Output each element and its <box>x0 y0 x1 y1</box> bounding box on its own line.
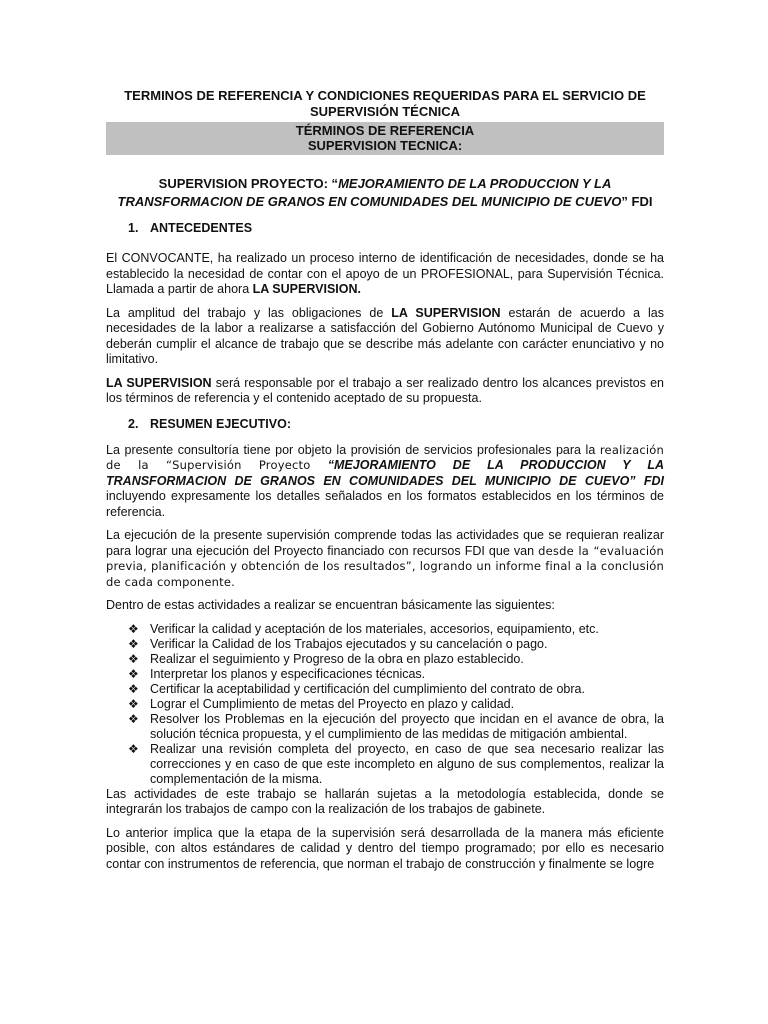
section-number: 1. <box>128 221 139 235</box>
terms-header-line1: TÉRMINOS DE REFERENCIA <box>295 123 475 138</box>
diamond-bullet-icon: ❖ <box>128 696 139 711</box>
paragraph-convocante <box>106 251 664 298</box>
list-item <box>128 637 664 652</box>
diamond-bullet-icon: ❖ <box>128 621 139 636</box>
paragraph-ejecucion <box>106 528 664 590</box>
diamond-bullet-icon: ❖ <box>128 636 139 651</box>
list-item-text: Interpretar los planos y especificaciones técnicas. <box>150 666 426 681</box>
paragraph-text: realización de la “Supervisión Proyecto <box>106 442 664 472</box>
list-item-text: Lograr el Cumplimiento de metas del Proyecto en plazo y calidad. <box>150 696 515 711</box>
diamond-bullet-icon: ❖ <box>128 711 139 726</box>
paragraph-amplitud <box>106 306 664 368</box>
list-item <box>128 742 664 787</box>
paragraph-text: Lo anterior implica que la etapa de la supervisión será desarrollada de la manera más eficiente posible, con altos estándares de calidad y dentro del tiempo programado; por ello es necesario contar con instrumentos de referencia, que norman el trabajo de construcción y finalmente se logre <box>106 825 664 871</box>
bold-italic-text: “MEJORAMIENTO DE LA PRODUCCION Y LA TRANSFORMACION DE GRANOS EN COMUNIDADES DEL MUNICIPIO DE CUEVO” FDI <box>106 458 664 488</box>
diamond-bullet-icon: ❖ <box>128 681 139 696</box>
list-item-text: Verificar la calidad y aceptación de los materiales, accesorios, equipamiento, etc. <box>150 621 599 636</box>
terms-header-line2: SUPERVISION TECNICA: <box>307 138 463 153</box>
paragraph-actividades-intro <box>106 598 664 614</box>
paragraph-responsable <box>106 376 664 407</box>
list-item-text: Certificar la aceptabilidad y certificación del cumplimiento del contrato de obra. <box>150 681 585 696</box>
diamond-bullet-icon: ❖ <box>128 651 139 666</box>
paragraph-metodologia <box>106 787 664 818</box>
bold-text: LA SUPERVISION <box>106 375 212 390</box>
list-item <box>128 697 664 712</box>
paragraph-text: La ejecución de la presente supervisión comprende todas las actividades que se requieran realizar para lograr una ejecución del Proyecto financiado con recursos FDI que van <box>106 528 664 558</box>
list-item-text: Realizar una revisión completa del proyecto, en caso de que sea necesario realizar las correcciones y en caso de que este incompleto en alguno de sus complementos, realizar la complementación de la misma. <box>150 741 664 786</box>
list-item <box>128 712 664 742</box>
list-item <box>128 622 664 637</box>
activities-list <box>106 622 664 787</box>
terms-header-box <box>106 122 664 155</box>
list-item-text: Verificar la Calidad de los Trabajos ejecutados y su cancelación o pago. <box>150 636 548 651</box>
list-item <box>128 667 664 682</box>
diamond-bullet-icon: ❖ <box>128 666 139 681</box>
project-name: MEJORAMIENTO DE LA PRODUCCION Y LA TRANSFORMACION DE GRANOS EN COMUNIDADES DEL MUNICIPIO DE CUEVO <box>117 176 622 209</box>
paragraph-objeto <box>106 443 664 521</box>
section-resumen <box>128 417 664 431</box>
paragraph-text: La presente consultoría tiene por objeto la provisión de servicios profesionales para la <box>106 442 600 457</box>
list-item-text: Realizar el seguimiento y Progreso de la obra en plazo establecido. <box>150 651 524 666</box>
section-antecedentes <box>128 221 664 235</box>
paragraph-text: será responsable por el trabajo a ser realizado dentro los alcances previstos en los términos de referencia y el contenido aceptado de su propuesta. <box>106 375 664 405</box>
bold-text: LA SUPERVISION <box>391 305 501 320</box>
paragraph-etapa <box>106 826 664 873</box>
list-item <box>128 652 664 667</box>
document-title: TERMINOS DE REFERENCIA Y CONDICIONES REQUERIDAS PARA EL SERVICIO DE SUPERVISIÓN TÉCNICA <box>124 88 646 119</box>
section-title: RESUMEN EJECUTIVO: <box>150 416 291 431</box>
project-title <box>106 175 664 211</box>
paragraph-text: Las actividades de este trabajo se hallarán sujetas a la metodología establecida, donde se integrarán los trabajos de campo con la realización de los trabajos de gabinete. <box>106 786 664 816</box>
project-prefix: SUPERVISION PROYECTO: “ <box>158 176 339 191</box>
paragraph-text: desde la “evaluación previa, planificación y obtención de los resultados”, logrando un informe final a la conclusión de cada componente. <box>106 543 664 589</box>
paragraph-text: La amplitud del trabajo y las obligaciones de <box>106 305 392 320</box>
project-suffix: ” FDI <box>621 194 653 209</box>
paragraph-text: El CONVOCANTE, ha realizado un proceso interno de identificación de necesidades, donde se ha establecido la necesidad de contar con el apoyo de un PROFESIONAL, para Supervisión Técnica. Llamada a partir de ahora <box>106 251 664 296</box>
diamond-bullet-icon: ❖ <box>128 741 139 756</box>
section-title: ANTECEDENTES <box>150 221 253 235</box>
list-item <box>128 682 664 697</box>
section-number: 2. <box>128 416 139 431</box>
paragraph-text: incluyendo expresamente los detalles señalados en los formatos establecidos en los términos de referencia. <box>106 489 664 519</box>
list-item-text: Resolver los Problemas en la ejecución del proyecto que incidan en el avance de obra, la solución técnica propuesta, y el cumplimiento de las medidas de mitigación ambiental. <box>150 711 664 741</box>
bold-text: LA SUPERVISION. <box>252 282 361 296</box>
paragraph-text: estarán de acuerdo a las necesidades de la labor a realizarse a satisfacción del Gobierno Autónomo Municipal de Cuevo y deberán cumplir el alcance de trabajo que se describe más adelante con carácter enunciativo y no limitativo. <box>106 305 664 366</box>
paragraph-text: Dentro de estas actividades a realizar se encuentran básicamente las siguientes: <box>106 598 555 612</box>
